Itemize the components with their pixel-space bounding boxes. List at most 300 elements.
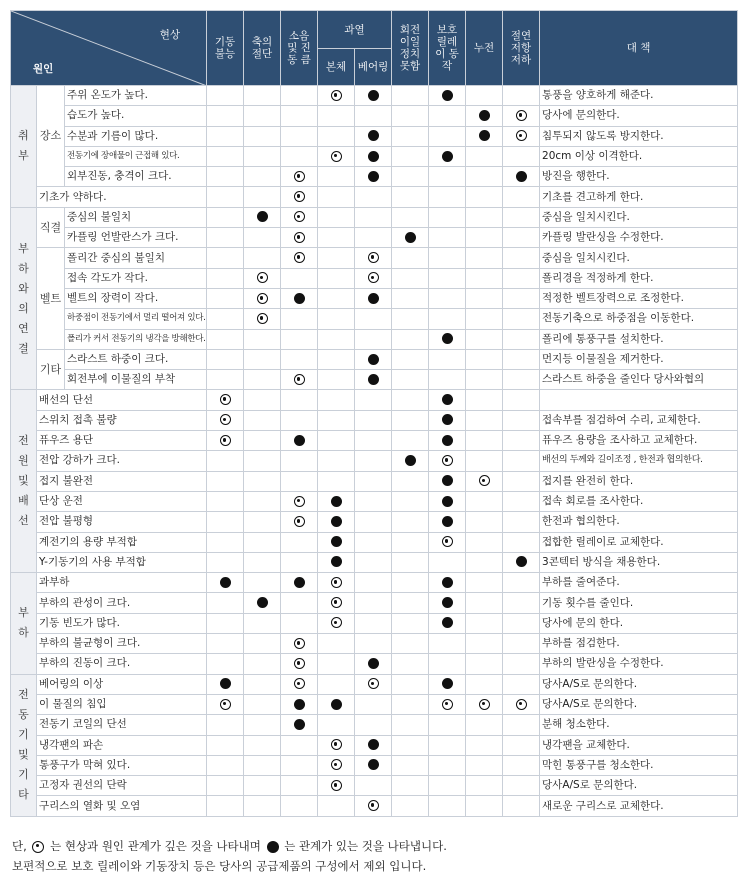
- mark-cell: [355, 634, 392, 654]
- mark-cell: [244, 187, 281, 207]
- relation-mark-icon: [368, 171, 379, 182]
- cause-cell: 부하의 진동이 크다.: [37, 654, 207, 674]
- mark-cell: [429, 654, 466, 674]
- mark-cell: [429, 329, 466, 349]
- mark-cell: [429, 106, 466, 126]
- mark-cell: [429, 776, 466, 796]
- mark-cell: [392, 370, 429, 390]
- relation-mark-icon: [331, 699, 342, 710]
- mark-cell: [392, 451, 429, 471]
- table-row: [11, 512, 738, 532]
- remedy-cell: 적정한 벨트장력으로 조정한다.: [540, 288, 738, 308]
- cause-cell: 계전기의 용량 부적합: [37, 532, 207, 552]
- table-row: [11, 390, 738, 410]
- mark-cell: [392, 491, 429, 511]
- cause-cell: 폴리가 커서 전동기의 냉각을 방해한다.: [65, 329, 207, 349]
- column-header-0: [207, 11, 244, 86]
- mark-cell: [244, 349, 281, 369]
- mark-cell: [503, 349, 540, 369]
- mark-cell: [355, 776, 392, 796]
- relation-mark-icon: [442, 577, 453, 588]
- remedy-cell: 침투되지 않도록 방지한다.: [540, 126, 738, 146]
- table-row: [11, 370, 738, 390]
- relation-mark-icon: [479, 130, 490, 141]
- mark-cell: [392, 532, 429, 552]
- relation-mark-icon: [442, 496, 453, 507]
- mark-cell: [392, 309, 429, 329]
- mark-cell: [503, 228, 540, 248]
- mark-cell: [503, 309, 540, 329]
- mark-cell: [207, 146, 244, 166]
- mark-cell: [244, 512, 281, 532]
- relation-mark-icon: [442, 516, 453, 527]
- measures-header: [540, 11, 738, 86]
- mark-cell: [281, 674, 318, 694]
- mark-cell: [244, 715, 281, 735]
- remedy-cell: 3콘텍터 방식을 채용한다.: [540, 552, 738, 572]
- mark-cell: [466, 309, 503, 329]
- table-row: [11, 593, 738, 613]
- relation-mark-icon: [368, 739, 379, 750]
- mark-cell: [355, 654, 392, 674]
- relation-mark-icon: [516, 171, 527, 182]
- mark-cell: [355, 146, 392, 166]
- mark-cell: [207, 349, 244, 369]
- table-row: [11, 248, 738, 268]
- table-row: [11, 207, 738, 227]
- column-header-label: 회전 이일 정치 못함: [399, 24, 421, 72]
- strong-relation-mark-icon: [479, 699, 490, 710]
- mark-cell: [281, 593, 318, 613]
- mark-cell: [466, 370, 503, 390]
- mark-cell: [466, 471, 503, 491]
- mark-cell: [503, 471, 540, 491]
- remedy-cell: 폴리경을 적정하게 한다.: [540, 268, 738, 288]
- mark-cell: [318, 309, 355, 329]
- table-header: [11, 11, 738, 86]
- mark-cell: [244, 207, 281, 227]
- measures-label: 대 책: [626, 42, 651, 54]
- remedy-cell: 퓨우즈 용량을 조사하고 교체한다.: [540, 431, 738, 451]
- mark-cell: [392, 471, 429, 491]
- mark-cell: [244, 532, 281, 552]
- column-header-3: [318, 49, 355, 86]
- strong-relation-mark-icon: [220, 699, 231, 710]
- mark-cell: [281, 207, 318, 227]
- mark-cell: [207, 370, 244, 390]
- cause-subgroup: [37, 207, 65, 248]
- mark-cell: [466, 410, 503, 430]
- relation-mark-icon: [442, 475, 453, 486]
- mark-cell: [392, 329, 429, 349]
- table-row: [11, 431, 738, 451]
- mark-cell: [466, 268, 503, 288]
- mark-cell: [244, 796, 281, 816]
- mark-cell: [466, 512, 503, 532]
- mark-cell: [318, 613, 355, 633]
- mark-cell: [429, 248, 466, 268]
- strong-relation-mark-icon: [294, 211, 305, 222]
- mark-cell: [466, 86, 503, 106]
- troubleshooting-table: [10, 10, 738, 817]
- remedy-cell: 부하를 점검한다.: [540, 634, 738, 654]
- strong-relation-mark-icon: [331, 739, 342, 750]
- cause-cell: 배선의 단선: [37, 390, 207, 410]
- mark-cell: [429, 674, 466, 694]
- mark-cell: [355, 349, 392, 369]
- mark-cell: [392, 248, 429, 268]
- mark-cell: [207, 634, 244, 654]
- mark-cell: [281, 349, 318, 369]
- mark-cell: [503, 755, 540, 775]
- cause-cell: 기초가 약하다.: [37, 187, 207, 207]
- mark-cell: [281, 309, 318, 329]
- remedy-cell: [540, 390, 738, 410]
- mark-cell: [207, 776, 244, 796]
- relation-mark-icon: [442, 333, 453, 344]
- mark-cell: [503, 451, 540, 471]
- remedy-cell: 방진을 행한다.: [540, 167, 738, 187]
- relation-mark-icon: [331, 536, 342, 547]
- column-header-label: 소음 및 진동 큼: [287, 30, 311, 66]
- mark-cell: [318, 694, 355, 714]
- remedy-cell: 통풍을 양호하게 해준다.: [540, 86, 738, 106]
- mark-cell: [466, 167, 503, 187]
- mark-cell: [355, 268, 392, 288]
- remedy-cell: 분해 청소한다.: [540, 715, 738, 735]
- mark-cell: [503, 167, 540, 187]
- strong-relation-mark-icon: [294, 232, 305, 243]
- mark-cell: [429, 613, 466, 633]
- column-header-8: [503, 11, 540, 86]
- relation-mark-icon: [368, 90, 379, 101]
- mark-cell: [429, 593, 466, 613]
- strong-relation-mark-icon: [294, 638, 305, 649]
- mark-cell: [244, 654, 281, 674]
- table-row: [11, 674, 738, 694]
- mark-cell: [207, 552, 244, 572]
- column-header-label: 누전: [473, 42, 495, 54]
- table-row: [11, 755, 738, 775]
- mark-cell: [392, 349, 429, 369]
- mark-cell: [392, 288, 429, 308]
- table-row: [11, 694, 738, 714]
- mark-cell: [207, 248, 244, 268]
- mark-cell: [503, 329, 540, 349]
- mark-cell: [429, 126, 466, 146]
- mark-cell: [355, 593, 392, 613]
- mark-cell: [207, 228, 244, 248]
- cause-subgroup: [37, 248, 65, 349]
- mark-cell: [429, 86, 466, 106]
- mark-cell: [503, 207, 540, 227]
- mark-cell: [318, 532, 355, 552]
- mark-cell: [503, 146, 540, 166]
- mark-cell: [392, 654, 429, 674]
- mark-cell: [355, 471, 392, 491]
- table-row: [11, 106, 738, 126]
- mark-cell: [503, 694, 540, 714]
- mark-cell: [281, 390, 318, 410]
- mark-cell: [244, 248, 281, 268]
- mark-cell: [355, 329, 392, 349]
- mark-cell: [503, 532, 540, 552]
- remedy-cell: 접속 회로를 조사한다.: [540, 491, 738, 511]
- mark-cell: [466, 288, 503, 308]
- cause-cell: 전동기에 장애물이 근접해 있다.: [65, 146, 207, 166]
- remedy-cell: 중심을 일치시킨다.: [540, 207, 738, 227]
- column-header-2: [281, 11, 318, 86]
- mark-cell: [207, 573, 244, 593]
- mark-cell: [207, 694, 244, 714]
- mark-cell: [429, 228, 466, 248]
- remedy-cell: 당사A/S로 문의한다.: [540, 694, 738, 714]
- cause-cell: 구리스의 열화 및 오염: [37, 796, 207, 816]
- mark-cell: [429, 309, 466, 329]
- remedy-cell: 당사에 문의 한다.: [540, 613, 738, 633]
- mark-cell: [429, 796, 466, 816]
- cause-subgroup-label: 기타: [39, 362, 62, 376]
- mark-cell: [503, 593, 540, 613]
- mark-cell: [318, 573, 355, 593]
- mark-cell: [429, 288, 466, 308]
- mark-cell: [318, 288, 355, 308]
- mark-cell: [355, 573, 392, 593]
- mark-cell: [244, 634, 281, 654]
- mark-cell: [318, 451, 355, 471]
- relation-mark-icon: [220, 577, 231, 588]
- strong-relation-mark-icon: [516, 130, 527, 141]
- mark-cell: [318, 634, 355, 654]
- table-row: [11, 451, 738, 471]
- remedy-cell: 막힌 통풍구를 청소한다.: [540, 755, 738, 775]
- mark-cell: [244, 552, 281, 572]
- mark-cell: [244, 126, 281, 146]
- cause-group-label: 부하: [18, 606, 29, 640]
- mark-cell: [466, 207, 503, 227]
- mark-cell: [318, 471, 355, 491]
- strong-relation-mark-icon: [331, 597, 342, 608]
- mark-cell: [466, 715, 503, 735]
- mark-cell: [318, 715, 355, 735]
- mark-cell: [503, 512, 540, 532]
- cause-cell: 접속 각도가 작다.: [65, 268, 207, 288]
- mark-cell: [503, 776, 540, 796]
- mark-cell: [429, 552, 466, 572]
- column-header-label: 베어링: [357, 61, 389, 73]
- mark-cell: [429, 573, 466, 593]
- table-row: [11, 410, 738, 430]
- mark-cell: [466, 593, 503, 613]
- strong-relation-mark-icon: [331, 577, 342, 588]
- mark-cell: [466, 106, 503, 126]
- mark-cell: [207, 288, 244, 308]
- table-row: [11, 715, 738, 735]
- mark-cell: [244, 735, 281, 755]
- phenomenon-label: 현상: [159, 29, 181, 41]
- strong-relation-mark-icon: [516, 110, 527, 121]
- column-header-6: [429, 11, 466, 86]
- mark-cell: [503, 796, 540, 816]
- mark-cell: [503, 573, 540, 593]
- remedy-cell: 한전과 협의한다.: [540, 512, 738, 532]
- mark-cell: [318, 654, 355, 674]
- cause-cell: 베어링의 이상: [37, 674, 207, 694]
- strong-relation-mark-icon: [257, 313, 268, 324]
- relation-mark-icon: [442, 414, 453, 425]
- mark-cell: [207, 309, 244, 329]
- mark-cell: [392, 167, 429, 187]
- cause-cell: 고정자 권선의 단락: [37, 776, 207, 796]
- strong-relation-mark-icon: [294, 678, 305, 689]
- relation-mark-icon: [267, 841, 279, 853]
- mark-cell: [392, 390, 429, 410]
- mark-cell: [355, 512, 392, 532]
- cause-cell: 스위치 접촉 불량: [37, 410, 207, 430]
- mark-cell: [318, 735, 355, 755]
- mark-cell: [281, 471, 318, 491]
- mark-cell: [466, 776, 503, 796]
- mark-cell: [281, 694, 318, 714]
- mark-cell: [207, 268, 244, 288]
- mark-cell: [207, 167, 244, 187]
- mark-cell: [355, 370, 392, 390]
- column-header-4: [355, 49, 392, 86]
- cause-group: [11, 674, 37, 816]
- mark-cell: [318, 755, 355, 775]
- mark-cell: [429, 349, 466, 369]
- table-row: [11, 491, 738, 511]
- mark-cell: [207, 796, 244, 816]
- cause-group-label: 전원 및 배선: [18, 434, 29, 528]
- relation-mark-icon: [442, 435, 453, 446]
- legend-ring-text: 는 현상과 원인 관계가 깊은 것을 나타내며: [50, 839, 261, 853]
- cause-cell: 회전부에 이물질의 부착: [65, 370, 207, 390]
- table-row: [11, 634, 738, 654]
- strong-relation-mark-icon: [368, 252, 379, 263]
- cause-cell: 스라스트 하중이 크다.: [65, 349, 207, 369]
- cause-cell: 카플링 언발란스가 크다.: [65, 228, 207, 248]
- mark-cell: [244, 268, 281, 288]
- cause-cell: 과부하: [37, 573, 207, 593]
- relation-mark-icon: [442, 678, 453, 689]
- mark-cell: [281, 451, 318, 471]
- legend: [12, 836, 447, 876]
- mark-cell: [281, 370, 318, 390]
- strong-relation-mark-icon: [294, 374, 305, 385]
- mark-cell: [355, 187, 392, 207]
- table-row: [11, 268, 738, 288]
- mark-cell: [392, 126, 429, 146]
- mark-cell: [244, 86, 281, 106]
- strong-relation-mark-icon: [516, 699, 527, 710]
- mark-cell: [355, 451, 392, 471]
- relation-mark-icon: [368, 151, 379, 162]
- mark-cell: [244, 451, 281, 471]
- mark-cell: [429, 735, 466, 755]
- legend-line-2: 보편적으로 보호 릴레이와 기동장치 등은 당사의 공급제품의 구성에서 제외 입니다.: [12, 859, 427, 873]
- strong-relation-mark-icon: [294, 658, 305, 669]
- remedy-cell: 냉각팬을 교체한다.: [540, 735, 738, 755]
- mark-cell: [392, 796, 429, 816]
- mark-cell: [466, 634, 503, 654]
- mark-cell: [503, 187, 540, 207]
- table-row: [11, 735, 738, 755]
- mark-cell: [466, 573, 503, 593]
- mark-cell: [281, 613, 318, 633]
- mark-cell: [207, 106, 244, 126]
- mark-cell: [318, 796, 355, 816]
- mark-cell: [466, 694, 503, 714]
- mark-cell: [318, 106, 355, 126]
- mark-cell: [318, 349, 355, 369]
- cause-cell: 전압 불평형: [37, 512, 207, 532]
- cause-cell: 하중점이 전동기에서 멀리 떨어져 있다.: [65, 309, 207, 329]
- strong-relation-mark-icon: [294, 516, 305, 527]
- strong-relation-mark-icon: [331, 759, 342, 770]
- column-header-label: 본체: [325, 61, 347, 73]
- mark-cell: [207, 512, 244, 532]
- table-row: [11, 167, 738, 187]
- mark-cell: [244, 167, 281, 187]
- mark-cell: [503, 370, 540, 390]
- mark-cell: [392, 694, 429, 714]
- cause-cell: 전동기 코일의 단선: [37, 715, 207, 735]
- relation-mark-icon: [257, 211, 268, 222]
- relation-mark-icon: [516, 556, 527, 567]
- strong-relation-mark-icon: [294, 252, 305, 263]
- mark-cell: [355, 532, 392, 552]
- mark-cell: [207, 593, 244, 613]
- mark-cell: [429, 187, 466, 207]
- remedy-cell: 기동 횟수를 줄인다.: [540, 593, 738, 613]
- cause-group: [11, 86, 37, 208]
- mark-cell: [244, 390, 281, 410]
- mark-cell: [281, 187, 318, 207]
- strong-relation-mark-icon: [220, 414, 231, 425]
- relation-mark-icon: [294, 577, 305, 588]
- remedy-cell: 접합한 릴레이로 교체한다.: [540, 532, 738, 552]
- remedy-cell: 접속부를 점검하여 수리, 교체한다.: [540, 410, 738, 430]
- mark-cell: [207, 451, 244, 471]
- mark-cell: [207, 735, 244, 755]
- strong-relation-mark-icon: [257, 272, 268, 283]
- troubleshooting-sheet: [10, 10, 737, 817]
- mark-cell: [244, 471, 281, 491]
- mark-cell: [318, 593, 355, 613]
- mark-cell: [355, 228, 392, 248]
- mark-cell: [429, 268, 466, 288]
- relation-mark-icon: [331, 556, 342, 567]
- mark-cell: [466, 491, 503, 511]
- mark-cell: [207, 613, 244, 633]
- cause-cell: 외부진동, 충격이 크다.: [65, 167, 207, 187]
- mark-cell: [392, 268, 429, 288]
- mark-cell: [244, 431, 281, 451]
- strong-relation-mark-icon: [257, 293, 268, 304]
- mark-cell: [392, 512, 429, 532]
- mark-cell: [392, 613, 429, 633]
- mark-cell: [244, 613, 281, 633]
- mark-cell: [503, 552, 540, 572]
- mark-cell: [429, 207, 466, 227]
- column-header-label: 절연 저항 저하: [510, 30, 532, 66]
- mark-cell: [392, 573, 429, 593]
- remedy-cell: 부하의 발란싱을 수정한다.: [540, 654, 738, 674]
- relation-mark-icon: [368, 293, 379, 304]
- mark-cell: [355, 755, 392, 775]
- cause-group-label: 취부: [18, 129, 29, 163]
